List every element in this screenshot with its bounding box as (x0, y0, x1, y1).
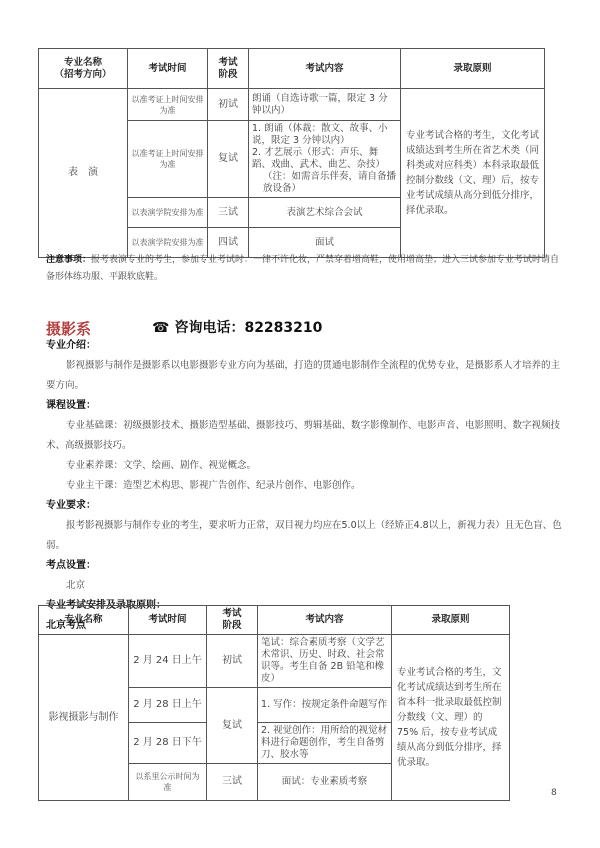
header-content: 考试内容 (249, 49, 401, 89)
photography-exam-table (38, 605, 510, 801)
phone-info (152, 317, 322, 337)
principle-cell: 专业考试合格的考生，文化考试成绩达到考生所在省艺术类（同科类或对应科类）本科录取最低控制分数线（文、理）后，按专业考试成绩从高分到低分排序，择优录取。 (401, 89, 545, 258)
content-line: 1. 朗诵（体裁：散文、故事、小说，限定 3 分钟以内） (252, 123, 388, 146)
department-description (46, 336, 566, 636)
notice-label: 注意事项： (46, 255, 92, 265)
content-line: 2. 才艺展示（形式：声乐、舞蹈、戏曲、武术、曲艺、杂技） (252, 147, 386, 170)
time-cell: 以准考证上时间安排为准 (128, 121, 208, 198)
header-stage: 考试 阶段 (207, 606, 258, 635)
major-cell: 表 演 (39, 89, 128, 258)
content-cell: 2. 视觉创作：用所给的视觉材料进行命题创作，考生自备剪刀、胶水等 (258, 723, 392, 764)
courses-basic: 专业基础课：初级摄影技术、摄影造型基础、摄影技巧、剪辑基础、数字影像制作、电影声音、电影照明、数字视频技术、高级摄影技巧。 (46, 420, 561, 451)
stage-cell: 初试 (208, 89, 249, 121)
content-cell: 面试 (249, 228, 401, 258)
site-text: 北京 (66, 580, 86, 591)
intro-text: 影视摄影与制作是摄影系以电影摄影专业方向为基础，打造的贯通电影制作全流程的优势专业，是摄影系人才培养的主要方向。 (46, 360, 561, 391)
requirements-text: 报考影视摄影与制作专业的考生，要求听力正常，双目视力均应在5.0以上（经矫正4.8以上，新视力表）且无色盲、色弱。 (46, 520, 562, 551)
content-cell: 表演艺术综合会试 (249, 198, 401, 228)
major-cell: 影视摄影与制作 (39, 635, 129, 801)
content-cell (249, 121, 401, 198)
phone-label: 咨询电话：82283210 (174, 320, 323, 336)
table-header-row (39, 49, 545, 89)
requirements-heading: 专业要求： (46, 500, 96, 511)
table-header-row (39, 606, 510, 635)
content-cell: 笔试：综合素质考察（文学艺术常识、历史、时政、社会常识等。考生自备 2B 铅笔和橡皮） (258, 635, 392, 688)
site-heading: 考点设置： (46, 560, 96, 571)
stage-cell: 四试 (208, 228, 249, 258)
arrangement-heading: 专业考试安排及录取原则： (46, 600, 166, 611)
telephone-icon: ☎ (152, 320, 170, 336)
content-cell: 1. 写作：按规定条件命题写作 (258, 688, 392, 723)
stage-cell: 三试 (207, 764, 258, 801)
content-line: （注：如需音乐伴奏，请自备播放设备） (263, 171, 397, 194)
courses-main: 专业主干课：造型艺术构思、影视广告创作、纪录片创作、电影创作。 (66, 480, 361, 491)
time-cell: 以表演学院安排为准 (128, 198, 208, 228)
header-stage: 考试 阶段 (208, 49, 249, 89)
department-title: 摄影系 (46, 320, 92, 338)
table-row (39, 635, 510, 688)
page-number: 8 (551, 788, 557, 798)
beijing-heading: 北京考点 (46, 620, 86, 631)
header-time: 考试时间 (128, 49, 208, 89)
time-cell: 以准考证上时间安排为准 (128, 89, 208, 121)
header-content: 考试内容 (258, 606, 392, 635)
content-cell: 面试：专业素质考察 (258, 764, 392, 801)
header-principle: 录取原则 (401, 49, 545, 89)
header-major: 专业名称 (39, 606, 129, 635)
header-major: 专业名称 （招考方向） (39, 49, 128, 89)
performance-exam-table (38, 48, 545, 258)
stage-cell: 复试 (208, 121, 249, 198)
time-cell: 以表演学院安排为准 (128, 228, 208, 258)
stage-cell: 复试 (207, 688, 258, 764)
courses-heading: 课程设置： (46, 400, 96, 411)
notice-text: 报考表演专业的考生，参加专业考试时：一律不许化妆，严禁穿着增高鞋，使用增高垫；进入三试参加专业考试时请自备形体练功服、平跟软底鞋。 (46, 255, 560, 282)
intro-heading: 专业介绍： (46, 340, 96, 351)
table-row (39, 89, 545, 121)
principle-cell: 专业考试合格的考生，文化考试成绩达到考生所在省本科一批录取最低控制分数线（文、理）的 75% 后，按专业考试成绩从高分到低分排序，择优录取。 (392, 635, 510, 801)
notice (46, 252, 566, 286)
courses-literacy: 专业素养课：文学、绘画、剧作、视觉概念。 (66, 460, 257, 471)
time-cell: 2 月 28 日下午 (129, 723, 207, 764)
header-time: 考试时间 (129, 606, 207, 635)
time-cell: 以系里公示时间为准 (129, 764, 207, 801)
time-cell: 2 月 28 日上午 (129, 688, 207, 723)
header-principle: 录取原则 (392, 606, 510, 635)
stage-cell: 三试 (208, 198, 249, 228)
time-cell: 2 月 24 日上午 (129, 635, 207, 688)
content-cell: 朗诵（自选诗歌一篇，限定 3 分钟以内） (249, 89, 401, 121)
stage-cell: 初试 (207, 635, 258, 688)
